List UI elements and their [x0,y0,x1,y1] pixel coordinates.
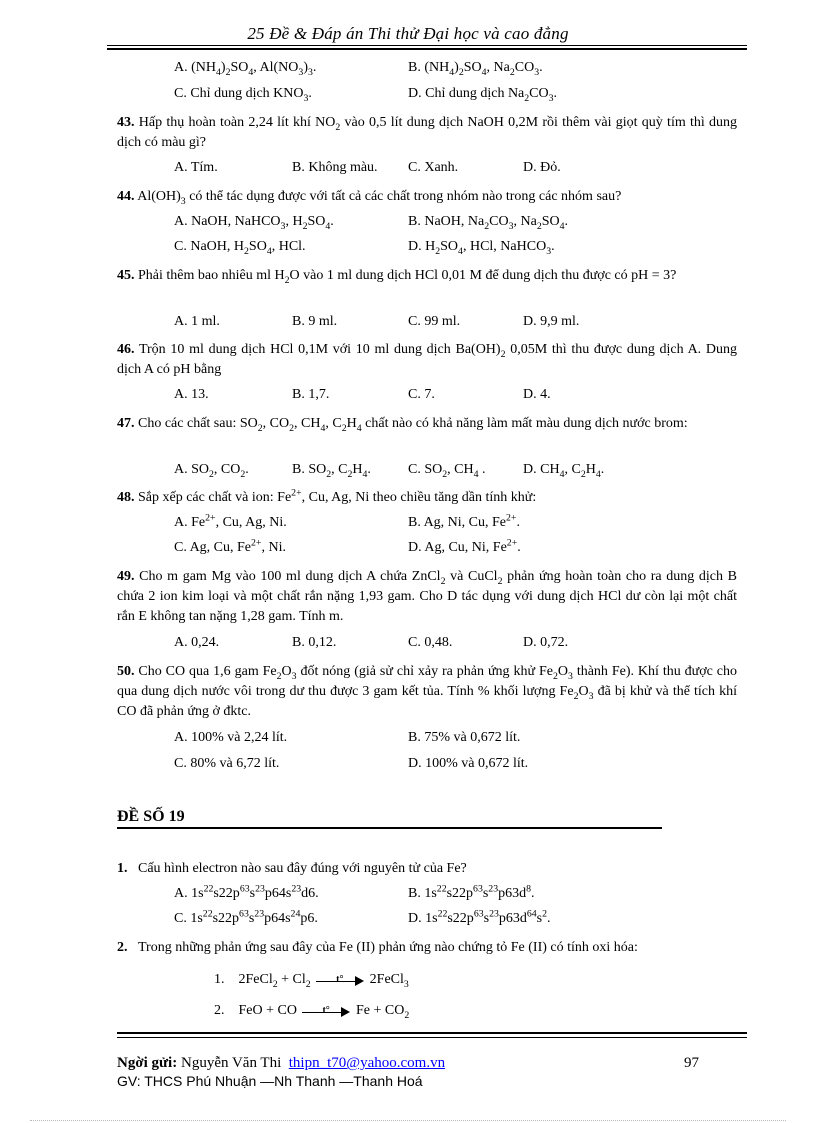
question-1 [117,859,737,879]
reaction-number: 1. [214,972,225,987]
question-number: 47. [117,416,135,431]
question-2 [117,938,737,958]
question-number: 48. [117,490,135,505]
q50-option-b: B. 75% và 0,672 lít. [408,730,521,745]
question-text: Cấu hình electron nào sau đây đúng với nguyên tử của Fe? [138,861,467,876]
sender-name: Nguyễn Văn Thi [180,1055,282,1071]
reaction-arrow-icon: t° [316,973,364,987]
q42-option-c: C. Chỉ dung dịch $KNO_3$. [174,86,312,104]
reaction-2 [214,1001,409,1021]
question-number: 45. [117,268,135,283]
s1-option-d: D. $1s^{22}s22p^{63}s^{23}p63d^{64}s^2$. [408,908,551,926]
q47-option-d: D. $CH_4$, $C_2H_4$. [523,462,605,480]
q44-option-a: A. NaOH, NaHCO$_3$, $H_2SO_4$. [174,214,334,232]
s1-option-c: C. $1s^{22}s22p^{63}s^{23}p64s^{24}p6$. [174,908,318,926]
question-number: 2. [117,940,128,955]
q44-option-c: C. NaOH, $H_2SO_4$, HCl. [174,239,306,257]
section-heading: ĐỀ SỐ 19 [117,808,185,825]
q47-option-c: C. $SO_2$, $CH_4$ . [408,462,486,480]
s1-option-a: A. $1s^{22}s22p^{63}s^{23}p64s^{23}d6$. [174,883,319,901]
question-number: 43. [117,115,135,130]
reaction-1 [214,970,409,990]
question-number: 1. [117,861,128,876]
question-45 [117,266,737,286]
question-text: Phải thêm bao nhiêu ml $H_2O$ vào 1 ml dung dịch HCl 0,01 M để dung dịch thu được có pH = 3? [138,268,677,286]
q46-option-a: A. 13. [174,387,209,402]
q45-option-b: B. 9 ml. [292,314,338,329]
q48-option-b: B. Ag, Ni, Cu, $Fe^{2+}$. [408,512,520,530]
q45-option-d: D. 9,9 ml. [523,314,580,329]
reaction-reactants: 2FeCl$_2$ + $Cl_2$ [238,972,311,990]
q46-option-d: D. 4. [523,387,551,402]
q49-option-d: D. 0,72. [523,635,569,650]
page-number: 97 [684,1055,699,1071]
question-text: $Al(OH)_3$ có thể tác dụng được với tất cả các chất trong nhóm nào trong các nhóm sau? [137,189,622,207]
q46-option-c: C. 7. [408,387,435,402]
reaction-reactants: FeO + CO [238,1003,297,1018]
q50-option-c: C. 80% và 6,72 lít. [174,756,280,771]
footer-rule-thick [117,1032,747,1034]
question-49 [117,567,737,627]
q49-option-a: A. 0,24. [174,635,220,650]
question-47 [117,414,737,434]
question-text: Sắp xếp các chất và ion: $Fe^{2+}$, Cu, Ag, Ni theo chiều tăng dần tính khử: [138,487,537,505]
header-rule-thin [107,45,747,46]
footer-rule-thin [117,1037,747,1038]
q47-option-b: B. $SO_2$, $C_2H_4$. [292,462,371,480]
q42-option-d: D. Chỉ dung dịch $Na_2CO_3$. [408,86,558,104]
q45-option-a: A. 1 ml. [174,314,220,329]
reaction-products: 2FeCl$_3$ [369,972,409,990]
question-43 [117,113,737,153]
q50-option-d: D. 100% và 0,672 lít. [408,756,529,771]
q48-option-d: D. Ag, Cu, Ni, $Fe^{2+}$. [408,537,521,555]
q44-option-d: D. $H_2SO_4$, HCl, NaHCO$_3$. [408,239,555,257]
question-number: 46. [117,342,135,357]
question-text: Trộn 10 ml dung dịch HCl 0,1M với 10 ml dung dịch $Ba(OH)_2$ 0,05M thì thu được dung dịch A. Dung dịch A có pH bằng [117,342,737,377]
q44-option-b: B. NaOH, $Na_2CO_3$, $Na_2SO_4$. [408,214,569,232]
question-46 [117,340,737,380]
footer-school: GV: THCS Phú Nhuận —Nh Thanh —Thanh Hoá [117,1073,423,1089]
header-rule-thick [107,48,747,50]
q47-option-a: A. $SO_2$, $CO_2$. [174,462,249,480]
question-text: Cho m gam Mg vào 100 ml dung dịch A chứa ZnCl$_2$ và CuCl$_2$ phản ứng hoàn toàn cho ra dung dịch B chứa 2 ion kim loại và một chất rắn nặng 1,93 gam. Cho D tác dụng với dung dịch HCl dư còn lại một chất rắn E không tan nặng 1,28 gam. Tính m. [117,569,738,624]
question-50 [117,662,737,722]
q43-option-c: C. Xanh. [408,160,459,175]
question-44 [117,187,737,207]
q48-option-c: C. Ag, Cu, $Fe^{2+}$, Ni. [174,537,286,555]
q43-option-d: D. Đỏ. [523,160,561,175]
question-text: Hấp thụ hoàn toàn 2,24 lít khí $NO_2$ vào 0,5 lít dung dịch NaOH 0,2M rồi thêm vài giọt quỳ tím thì dung dịch có màu gì? [117,115,738,150]
q42-option-b: B. $(NH_4)_2SO_4$, $Na_2CO_3$. [408,60,543,78]
question-number: 50. [117,664,135,679]
email-link[interactable]: thipn_t70@yahoo.com.vn [288,1055,446,1071]
q45-option-c: C. 99 ml. [408,314,461,329]
question-text: Cho các chất sau: $SO_2$, $CO_2$, $CH_4$, $C_2H_4$ chất nào có khả năng làm mất màu dung dịch nước brom: [138,416,688,434]
reaction-arrow-icon: t° [302,1004,350,1018]
q42-option-a: A. $(NH_4)_2SO_4$, $Al(NO_3)_3$. [174,60,317,78]
question-text: Trong những phản ứng sau đây của Fe (II) phản ứng nào chứng tỏ Fe (II) có tính oxi hóa: [138,940,638,955]
q43-option-a: A. Tím. [174,160,218,175]
q43-option-b: B. Không màu. [292,160,378,175]
page-bottom-dotted-line [30,1120,786,1121]
s1-option-b: B. $1s^{22}s22p^{63}s^{23}p63d^8$. [408,883,535,901]
q46-option-b: B. 1,7. [292,387,330,402]
section-heading-rule [117,827,662,829]
question-text: Cho CO qua 1,6 gam $Fe_2O_3$ đốt nóng (giả sử chỉ xảy ra phản ứng khử $Fe_2O_3$ thành Fe). Khí thu được cho qua dung dịch nước vôi trong dư thu được 3 gam kết tủa. Tính % khối lượng $Fe_2O_3$ đã bị khử và thể tích khí CO đã phản ứng ở đktc. [117,664,737,719]
question-48 [117,488,737,508]
q50-option-a: A. 100% và 2,24 lít. [174,730,288,745]
question-number: 44. [117,189,135,204]
question-number: 49. [117,569,135,584]
reaction-number: 2. [214,1003,225,1018]
reaction-products: $Fe + CO_2$ [355,1003,410,1021]
footer-sender [117,1055,445,1072]
q49-option-c: C. 0,48. [408,635,453,650]
q49-option-b: B. 0,12. [292,635,337,650]
q48-option-a: A. $Fe^{2+}$, Cu, Ag, Ni. [174,512,287,530]
page-header-title: 25 Đề & Đáp án Thi thử Đại học và cao đẳng [247,24,569,43]
sender-label: Ngời gửi: [117,1055,178,1071]
